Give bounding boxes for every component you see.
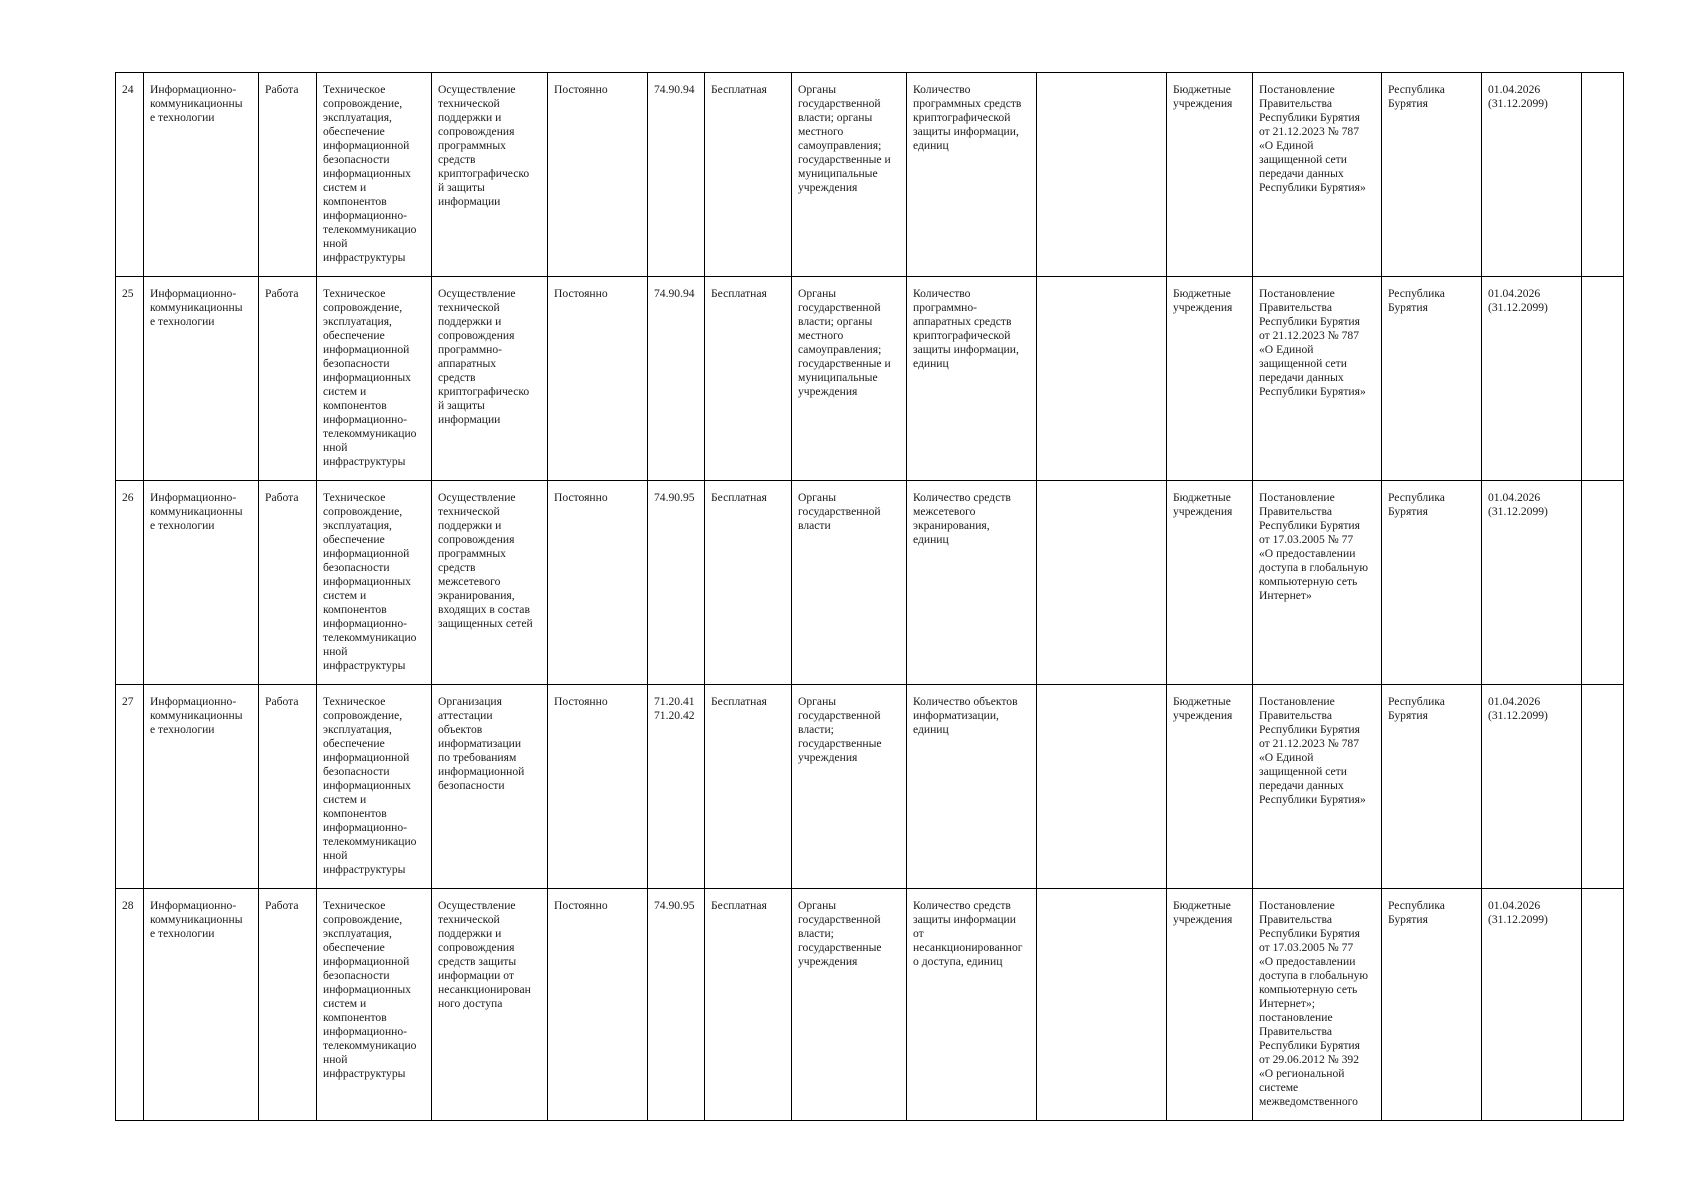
dates-cell: 01.04.2026 (31.12.2099)	[1482, 277, 1582, 481]
last-cell	[1582, 277, 1624, 481]
work-name-cell: Техническое сопровождение, эксплуатация, обеспечение информационной безопасности информационных систем и компонентов информационно- телекоммуникацио нной инфраструктуры	[317, 481, 432, 685]
mode-cell: Постоянно	[548, 481, 648, 685]
dates-cell: 01.04.2026 (31.12.2099)	[1482, 481, 1582, 685]
last-cell	[1582, 73, 1624, 277]
institutions-cell: Бюджетные учреждения	[1167, 277, 1253, 481]
work-content-cell: Осуществление технической поддержки и сопровождения программных средств межсетевого экранирования, входящих в состав защищенных сетей	[432, 481, 548, 685]
sphere-cell: Информационно- коммуникационны е технологии	[144, 481, 259, 685]
row-number: 27	[116, 685, 144, 889]
region-cell: Республика Бурятия	[1382, 889, 1482, 1121]
work-name-cell: Техническое сопровождение, эксплуатация, обеспечение информационной безопасности информационных систем и компонентов информационно- телекоммуникацио нной инфраструктуры	[317, 889, 432, 1121]
mode-cell: Постоянно	[548, 277, 648, 481]
type-cell: Работа	[259, 277, 317, 481]
work-content-cell: Осуществление технической поддержки и сопровождения программных средств криптографическо й защиты информации	[432, 73, 548, 277]
empty-cell	[1037, 889, 1167, 1121]
payment-cell: Бесплатная	[705, 481, 792, 685]
legal-basis-cell: Постановление Правительства Республики Бурятия от 21.12.2023 № 787 «О Единой защищенной сети передачи данных Республики Бурятия»	[1253, 73, 1382, 277]
mode-cell: Постоянно	[548, 685, 648, 889]
row-number: 28	[116, 889, 144, 1121]
mode-cell: Постоянно	[548, 73, 648, 277]
work-name-cell: Техническое сопровождение, эксплуатация, обеспечение информационной безопасности информационных систем и компонентов информационно- телекоммуникацио нной инфраструктуры	[317, 73, 432, 277]
dates-cell: 01.04.2026 (31.12.2099)	[1482, 73, 1582, 277]
indicator-cell: Количество средств защиты информации от несанкционированног о доступа, единиц	[907, 889, 1037, 1121]
payment-cell: Бесплатная	[705, 73, 792, 277]
table-row	[116, 277, 1624, 481]
type-cell: Работа	[259, 73, 317, 277]
consumers-cell: Органы государственной власти; органы местного самоуправления; государственные и муниципальные учреждения	[792, 277, 907, 481]
payment-cell: Бесплатная	[705, 277, 792, 481]
indicator-cell: Количество средств межсетевого экранирования, единиц	[907, 481, 1037, 685]
type-cell: Работа	[259, 889, 317, 1121]
row-number: 26	[116, 481, 144, 685]
empty-cell	[1037, 481, 1167, 685]
sphere-cell: Информационно- коммуникационны е технологии	[144, 685, 259, 889]
last-cell	[1582, 889, 1624, 1121]
okved-code-cell: 74.90.95	[648, 481, 705, 685]
table-row	[116, 481, 1624, 685]
institutions-cell: Бюджетные учреждения	[1167, 481, 1253, 685]
work-content-cell: Организация аттестации объектов информатизации по требованиям информационной безопасности	[432, 685, 548, 889]
okved-code-cell: 74.90.94	[648, 277, 705, 481]
empty-cell	[1037, 73, 1167, 277]
table-row	[116, 685, 1624, 889]
row-number: 25	[116, 277, 144, 481]
empty-cell	[1037, 277, 1167, 481]
work-content-cell: Осуществление технической поддержки и сопровождения средств защиты информации от несанкционирован ного доступа	[432, 889, 548, 1121]
table-row	[116, 889, 1624, 1121]
okved-code-cell: 71.20.41 71.20.42	[648, 685, 705, 889]
region-cell: Республика Бурятия	[1382, 685, 1482, 889]
consumers-cell: Органы государственной власти; органы местного самоуправления; государственные и муниципальные учреждения	[792, 73, 907, 277]
institutions-cell: Бюджетные учреждения	[1167, 685, 1253, 889]
type-cell: Работа	[259, 685, 317, 889]
empty-cell	[1037, 685, 1167, 889]
region-cell: Республика Бурятия	[1382, 73, 1482, 277]
table-row	[116, 73, 1624, 277]
institutions-cell: Бюджетные учреждения	[1167, 73, 1253, 277]
region-cell: Республика Бурятия	[1382, 277, 1482, 481]
consumers-cell: Органы государственной власти; государственные учреждения	[792, 889, 907, 1121]
payment-cell: Бесплатная	[705, 685, 792, 889]
okved-code-cell: 74.90.94	[648, 73, 705, 277]
consumers-cell: Органы государственной власти	[792, 481, 907, 685]
dates-cell: 01.04.2026 (31.12.2099)	[1482, 685, 1582, 889]
last-cell	[1582, 685, 1624, 889]
type-cell: Работа	[259, 481, 317, 685]
okved-code-cell: 74.90.95	[648, 889, 705, 1121]
last-cell	[1582, 481, 1624, 685]
payment-cell: Бесплатная	[705, 889, 792, 1121]
legal-basis-cell: Постановление Правительства Республики Бурятия от 17.03.2005 № 77 «О предоставлении доступа в глобальную компьютерную сеть Интернет»	[1253, 481, 1382, 685]
work-name-cell: Техническое сопровождение, эксплуатация, обеспечение информационной безопасности информационных систем и компонентов информационно- телекоммуникацио нной инфраструктуры	[317, 685, 432, 889]
sphere-cell: Информационно- коммуникационны е технологии	[144, 277, 259, 481]
work-name-cell: Техническое сопровождение, эксплуатация, обеспечение информационной безопасности информационных систем и компонентов информационно- телекоммуникацио нной инфраструктуры	[317, 277, 432, 481]
institutions-cell: Бюджетные учреждения	[1167, 889, 1253, 1121]
indicator-cell: Количество программно- аппаратных средств криптографической защиты информации, единиц	[907, 277, 1037, 481]
registry-table	[115, 72, 1624, 1121]
row-number: 24	[116, 73, 144, 277]
legal-basis-cell: Постановление Правительства Республики Бурятия от 17.03.2005 № 77 «О предоставлении доступа в глобальную компьютерную сеть Интернет»; постановление Правительства Республики Бурятия от 29.06.2012 № 392 «О региональной системе межведомственного	[1253, 889, 1382, 1121]
dates-cell: 01.04.2026 (31.12.2099)	[1482, 889, 1582, 1121]
region-cell: Республика Бурятия	[1382, 481, 1482, 685]
consumers-cell: Органы государственной власти; государственные учреждения	[792, 685, 907, 889]
sphere-cell: Информационно- коммуникационны е технологии	[144, 73, 259, 277]
sphere-cell: Информационно- коммуникационны е технологии	[144, 889, 259, 1121]
indicator-cell: Количество программных средств криптографической защиты информации, единиц	[907, 73, 1037, 277]
legal-basis-cell: Постановление Правительства Республики Бурятия от 21.12.2023 № 787 «О Единой защищенной сети передачи данных Республики Бурятия»	[1253, 685, 1382, 889]
legal-basis-cell: Постановление Правительства Республики Бурятия от 21.12.2023 № 787 «О Единой защищенной сети передачи данных Республики Бурятия»	[1253, 277, 1382, 481]
indicator-cell: Количество объектов информатизации, единиц	[907, 685, 1037, 889]
work-content-cell: Осуществление технической поддержки и сопровождения программно- аппаратных средств криптографическо й защиты информации	[432, 277, 548, 481]
mode-cell: Постоянно	[548, 889, 648, 1121]
